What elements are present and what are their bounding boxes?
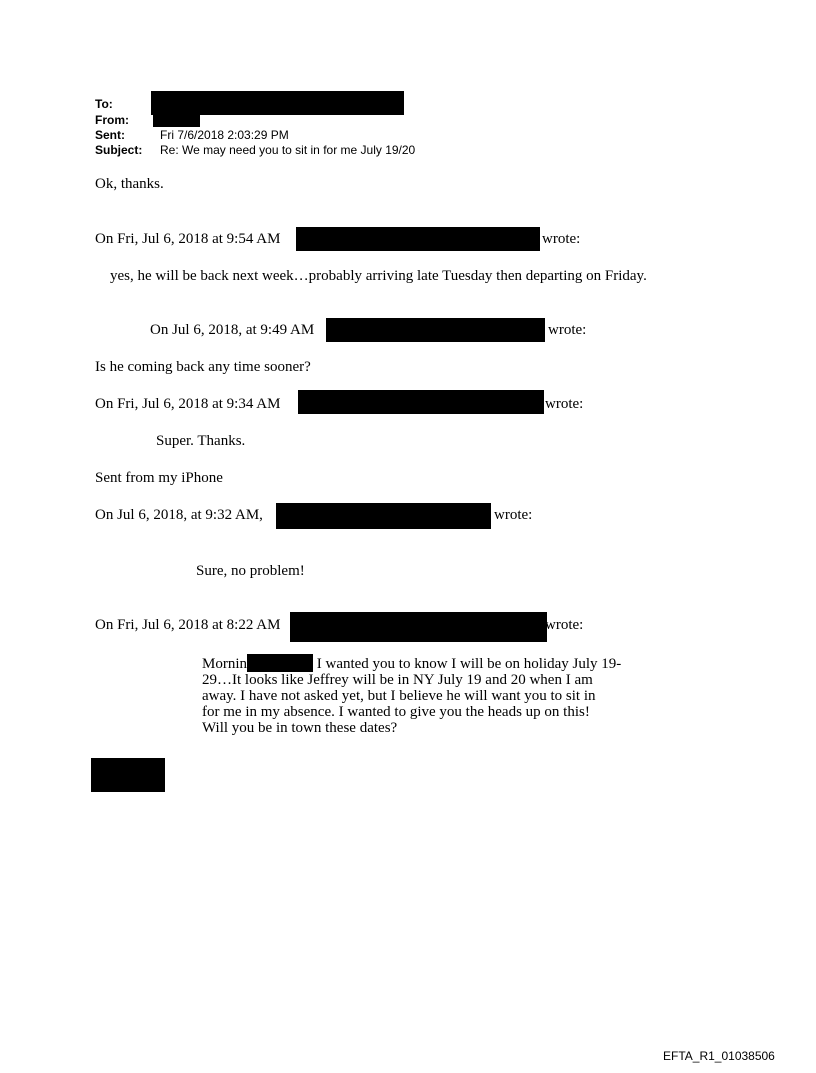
subject-value: Re: We may need you to sit in for me July 19/20 [160, 143, 416, 157]
quote3-signature: Sent from my iPhone [95, 470, 223, 486]
reply-text: Ok, thanks. [95, 176, 164, 192]
quote5-greeting: Mornin [202, 656, 247, 672]
from-label: From: [95, 113, 129, 127]
quote4-body: Sure, no problem! [196, 563, 305, 579]
quote4-wrote: wrote: [494, 507, 533, 523]
quote3-body: Super. Thanks. [156, 433, 246, 449]
quote5-intro: On Fri, Jul 6, 2018 at 8:22 AM [95, 617, 281, 633]
quote4-intro: On Jul 6, 2018, at 9:32 AM, [95, 507, 263, 523]
sent-label: Sent: [95, 128, 125, 142]
quote5-wrote: wrote: [545, 617, 584, 633]
quote1-intro: On Fri, Jul 6, 2018 at 9:54 AM [95, 231, 281, 247]
from-redaction [153, 114, 200, 127]
quote2-wrote: wrote: [548, 322, 587, 338]
signature-redaction [91, 758, 165, 792]
quote5-line1 [202, 654, 642, 672]
quote5-redaction [290, 612, 547, 642]
quote3-redaction [298, 390, 544, 414]
quote5-body [202, 654, 642, 736]
subject-label: Subject: [95, 143, 143, 157]
document-id: EFTA_R1_01038506 [663, 1049, 775, 1063]
quote3-intro: On Fri, Jul 6, 2018 at 9:34 AM [95, 396, 281, 412]
quote2-body: Is he coming back any time sooner? [95, 359, 311, 375]
quote5-line4: for me in my absence. I wanted to give you the heads up on this! [202, 704, 590, 720]
to-label: To: [95, 97, 113, 111]
quote2-redaction [326, 318, 545, 342]
quote1-body: yes, he will be back next week…probably arriving late Tuesday then departing on Friday. [110, 268, 647, 284]
quote1-redaction [296, 227, 540, 251]
quote3-wrote: wrote: [545, 396, 584, 412]
quote5-line2: 29…It looks like Jeffrey will be in NY July 19 and 20 when I am [202, 672, 593, 688]
to-redaction [151, 91, 404, 115]
quote5-line5: Will you be in town these dates? [202, 720, 398, 736]
quote2-intro: On Jul 6, 2018, at 9:49 AM [150, 322, 315, 338]
quote1-wrote: wrote: [542, 231, 581, 247]
quote4-redaction [276, 503, 491, 529]
quote5-name-redaction [247, 654, 313, 672]
quote5-line1-rest: I wanted you to know I will be on holiday July 19- [316, 656, 622, 672]
quote5-line3: away. I have not asked yet, but I believe he will want you to sit in [202, 688, 596, 704]
sent-value: Fri 7/6/2018 2:03:29 PM [160, 128, 289, 142]
